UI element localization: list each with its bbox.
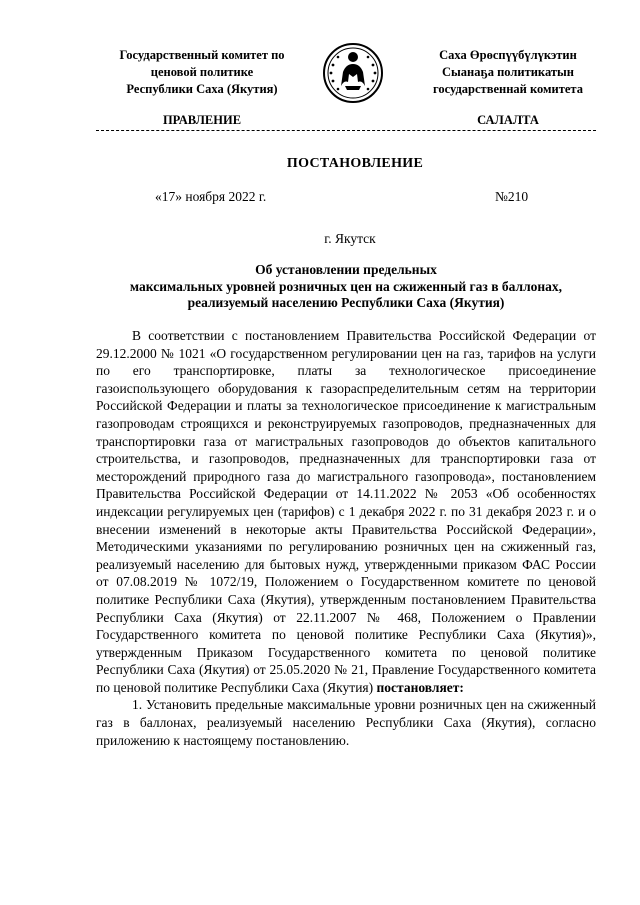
- body-paragraph-2: 1. Установить предельные максимальные уровни розничных цен на сжиженный газ в баллонах, реализуемый населению Республики Саха (Якутия), согласно приложению к настоящему постановлению.: [96, 697, 596, 748]
- left-org-line-3: Республики Саха (Якутия): [126, 82, 278, 96]
- document-body: [96, 327, 596, 749]
- document-number: №210: [495, 189, 529, 204]
- left-org-line-2: ценовой политике: [150, 65, 254, 79]
- body-paragraph-1: [96, 327, 596, 696]
- left-dept-label: ПРАВЛЕНИЕ: [162, 113, 242, 127]
- subject-line-2: максимальных уровней розничных цен на сжиженный газ в баллонах,: [129, 278, 563, 294]
- paragraph-1-resolves: постановляет:: [376, 679, 464, 695]
- document-subject: [96, 262, 596, 312]
- header-divider: [96, 130, 596, 131]
- right-dept-label: САЛАЛТА: [477, 113, 539, 127]
- left-org-line-1: Государственный комитет по: [119, 48, 285, 62]
- subject-line-1: Об установлении предельных: [255, 262, 437, 277]
- coat-of-arms-icon: [322, 42, 384, 104]
- left-org-name: [96, 47, 308, 98]
- right-org-line-3: государственнай комитета: [433, 82, 583, 96]
- document-type-title: ПОСТАНОВЛЕНИЕ: [286, 156, 424, 171]
- right-org-name: [402, 47, 614, 98]
- document-city: г. Якутск: [324, 231, 376, 246]
- document-date: «17» ноября 2022 г.: [155, 189, 267, 204]
- right-org-line-1: Саха Өрөспүүбүлүкэтин: [439, 48, 577, 62]
- subject-line-3: реализуемый населению Республики Саха (Якутия): [187, 295, 505, 310]
- paragraph-1-text: В соответствии с постановлением Правительства Российской Федерации от 29.12.2000 № 1021 «О государственном регулировании цен на газ, тарифов на услуги по его транспортировке, платы за технологическое присоединение газоиспользующего оборудования к газораспределительным сетям на территории Российской Федерации и платы за технологическое присоединение к магистральным газопроводам строящихся и реконструируемых газопроводов, предназначенных для транспортировки газа от магистральных газопроводов до объектов капитального строительства, и газопроводов, предназначенных для транспортировки газа от месторождений природного газа до магистрального газопровода», постановлением Правительства Российской Федерации от 14.11.2022 № 2053 «Об особенностях индексации регулируемых цен (тарифов) с 1 декабря 2022 г. по 31 декабря 2023 г. и о внесении изменений в некоторые акты Правительства Российской Федерации», Методическими указаниями по регулированию розничных цен на сжиженный газ, реализуемый населению для бытовых нужд, утвержденными приказом ФАС России от 07.08.2019 № 1072/19, Положением о Государственном комитете по ценовой политике Республики Саха (Якутия), утвержденным постановлением Правительства Республики Саха (Якутия) от 22.11.2007 № 468, Положением о Правлении Государственного комитета по ценовой политике Республики Саха (Якутия)», утвержденным Приказом Государственного комитета по ценовой политике Республики Саха (Якутия) от 25.05.2020 № 21, Правление Государственного комитета по ценовой политике Республики Саха (Якутия): [96, 328, 596, 695]
- right-org-line-2: Сыанаҕа политикатын: [442, 65, 574, 79]
